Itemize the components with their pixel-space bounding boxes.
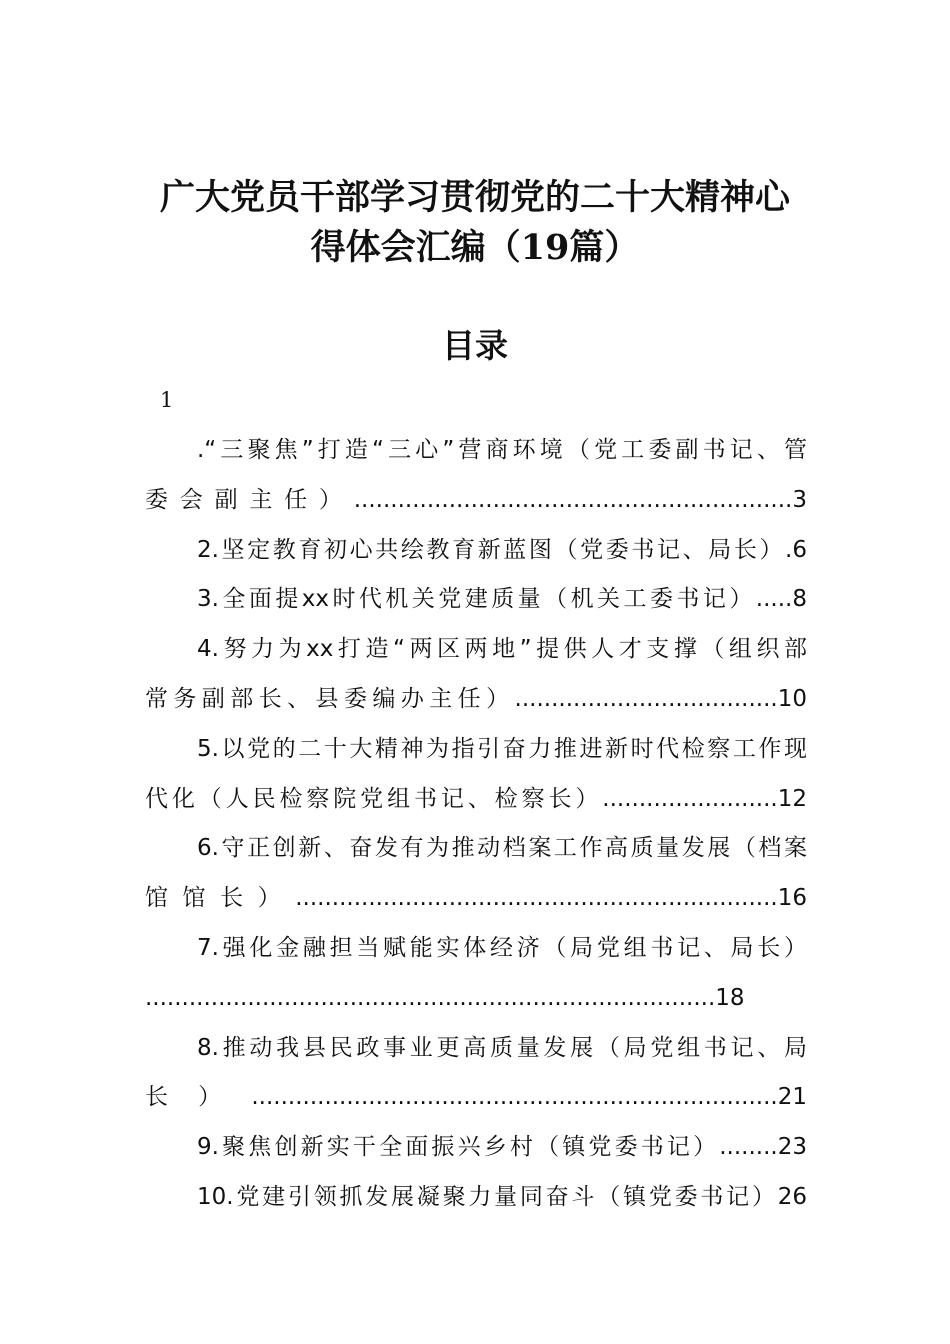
toc-entry-8-line-2: 长）........................................................................21	[145, 1084, 807, 1111]
toc-entry-6-line-1: 6.守正创新、奋发有为推动档案工作高质量发展（档案	[197, 835, 807, 862]
toc-entry-3-line-1: 3.全面提xx时代机关党建质量（机关工委书记）.....8	[197, 586, 807, 613]
toc-entry-9[interactable]	[145, 1123, 807, 1173]
document-title-line-2: 得体会汇编（19篇）	[310, 227, 640, 268]
toc-entry-6-line-2: 馆馆长）..................................................................16	[145, 885, 807, 912]
toc-entry-7[interactable]	[145, 924, 807, 1024]
toc-entry-8-line-1: 8.推动我县民政事业更高质量发展（局党组书记、局	[197, 1034, 807, 1061]
toc-entry-1-line-2: 委会副主任）............................................................3	[145, 486, 807, 513]
toc-entry-1[interactable]	[145, 426, 807, 526]
toc-entry-2-line-1: 2.坚定教育初心共绘教育新蓝图（党委书记、局长）.6	[197, 536, 807, 563]
toc-entry-5-line-1: 5.以党的二十大精神为指引奋力推进新时代检察工作现	[197, 735, 807, 762]
toc-entry-7-line-1: 7.强化金融担当赋能实体经济（局党组书记、局长）	[197, 934, 807, 961]
toc-heading: 目录	[442, 326, 508, 365]
document-title-line-1: 广大党员干部学习贯彻党的二十大精神心	[159, 177, 790, 218]
toc-entry-3[interactable]	[145, 575, 807, 625]
toc-entry-4-line-2: 常务副部长、县委编办主任）....................................10	[145, 685, 807, 712]
toc-entry-9-line-1: 9.聚焦创新实干全面振兴乡村（镇党委书记）........23	[197, 1134, 807, 1161]
toc-entry-10[interactable]	[145, 1173, 807, 1223]
toc-entry-6[interactable]	[145, 824, 807, 924]
toc-entry-5[interactable]	[145, 725, 807, 825]
toc-entry-4[interactable]	[145, 625, 807, 725]
page-number: 1	[160, 388, 174, 412]
toc-entry-5-line-2: 代化（人民检察院党组书记、检察长）........................12	[145, 785, 807, 812]
toc-entry-10-line-1: 10.党建引领抓发展凝聚力量同奋斗（镇党委书记）26	[197, 1183, 807, 1210]
toc-entry-8[interactable]	[145, 1024, 807, 1124]
table-of-contents	[145, 426, 807, 1223]
toc-entry-2[interactable]	[145, 526, 807, 576]
toc-entry-1-line-1: .“三聚焦”打造“三心”营商环境（党工委副书记、管	[197, 437, 807, 463]
toc-entry-4-line-1: 4.努力为xx打造“两区两地”提供人才支撑（组织部	[197, 636, 807, 663]
toc-entry-7-line-2: ..............................................................................18	[145, 984, 745, 1011]
